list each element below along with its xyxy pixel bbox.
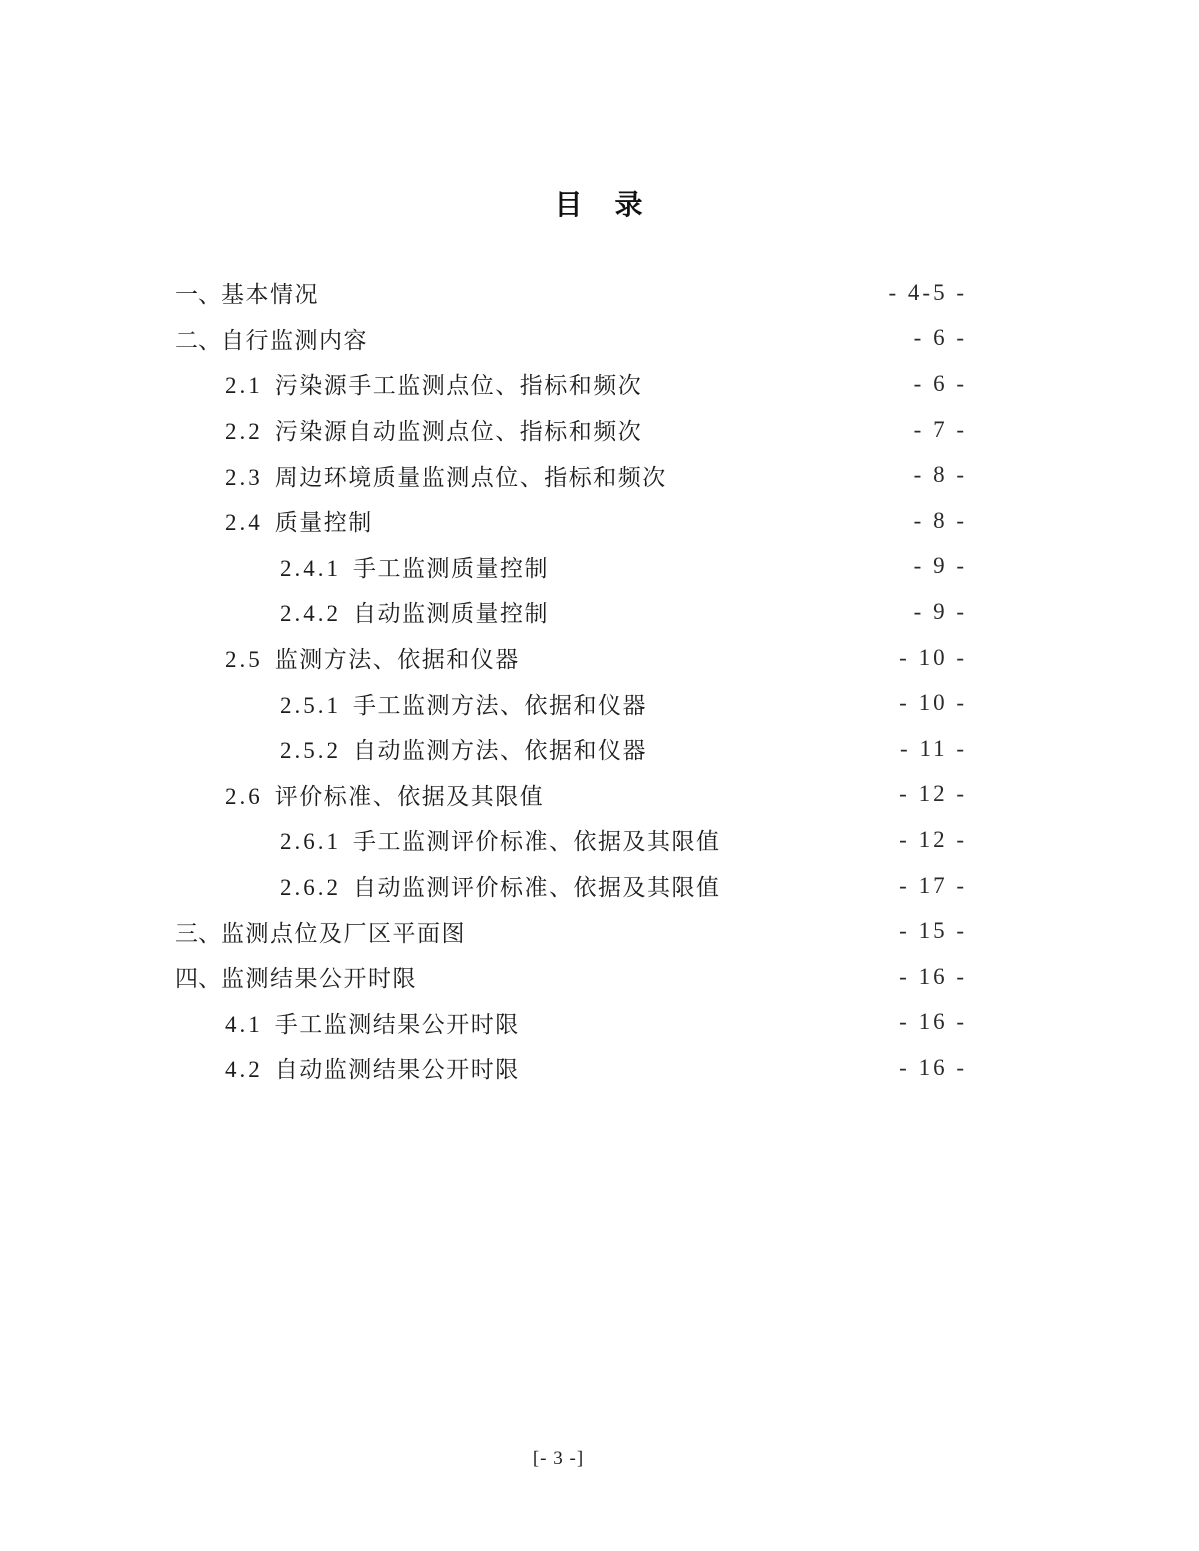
toc-entry-page: - 10 - (899, 690, 967, 716)
toc-entry-page: - 11 - (900, 735, 967, 761)
toc-entry-label (175, 595, 914, 628)
toc-entry (175, 772, 967, 818)
toc-entry-label (175, 322, 914, 355)
toc-entry-text: 污染源自动监测点位、指标和频次 (274, 419, 643, 445)
toc-entry-page: - 4-5 - (888, 279, 967, 305)
toc-entry-page: - 16 - (899, 963, 967, 989)
toc-entry-label (175, 276, 889, 309)
toc-entry-number: 2.5 (225, 647, 263, 673)
toc-entry-label (175, 1051, 899, 1084)
toc-entry (175, 361, 967, 407)
toc-entry-label (175, 459, 914, 492)
page-title: 目 录 (554, 190, 645, 221)
toc-entry-text: 手工监测质量控制 (353, 555, 549, 581)
toc-entry-label (175, 641, 899, 674)
toc-entry-label (175, 1006, 899, 1039)
toc-entry-label (175, 687, 899, 720)
toc-entry-number: 2.5.1 (280, 692, 341, 718)
toc-entry-text: 自动监测结果公开时限 (274, 1057, 520, 1083)
toc-entry (175, 954, 967, 1000)
toc-entry-page: - 12 - (899, 781, 967, 807)
toc-list (175, 270, 967, 1091)
toc-entry-text: 自动监测质量控制 (353, 601, 549, 627)
toc-entry-page: - 12 - (899, 826, 967, 852)
toc-entry (175, 680, 967, 726)
toc-entry (175, 498, 967, 544)
toc-entry (175, 316, 967, 362)
toc-entry-number: 二、 (175, 327, 221, 353)
toc-entry-page: - 16 - (899, 1054, 967, 1080)
toc-entry-page: - 6 - (913, 325, 967, 351)
page-footer: [- 3 -] (532, 1448, 585, 1469)
toc-entry-text: 自行监测内容 (221, 327, 368, 353)
toc-entry-page: - 9 - (913, 553, 967, 579)
toc-entry-page: - 15 - (899, 918, 967, 944)
toc-entry-number: 2.6 (225, 783, 263, 809)
toc-entry-number: 2.5.2 (280, 738, 341, 764)
toc-entry-label (175, 367, 914, 400)
toc-entry-label (175, 915, 899, 948)
toc-entry-label (175, 550, 914, 583)
toc-entry-number: 三、 (175, 920, 221, 946)
toc-entry-number: 4.1 (225, 1011, 263, 1037)
toc-entry-number: 四、 (175, 966, 221, 992)
toc-entry (175, 1000, 967, 1046)
toc-entry-number: 2.4 (225, 510, 263, 536)
toc-entry-text: 周边环境质量监测点位、指标和频次 (274, 464, 667, 490)
toc-entry-number: 2.3 (225, 464, 263, 490)
toc-entry-page: - 6 - (913, 370, 967, 396)
toc-entry-label (175, 778, 899, 811)
toc-entry-text: 监测结果公开时限 (221, 966, 417, 992)
toc-entry (175, 1045, 967, 1091)
toc-entry-page: - 9 - (913, 598, 967, 624)
toc-entry-text: 监测方法、依据和仪器 (274, 647, 520, 673)
toc-entry (175, 589, 967, 635)
toc-entry (175, 908, 967, 954)
toc-entry-page: - 8 - (913, 462, 967, 488)
toc-entry (175, 726, 967, 772)
toc-entry-text: 手工监测结果公开时限 (274, 1011, 520, 1037)
toc-entry-text: 手工监测方法、依据和仪器 (353, 692, 647, 718)
toc-entry (175, 635, 967, 681)
toc-entry-number: 2.4.2 (280, 601, 341, 627)
toc-entry-page: - 17 - (899, 872, 967, 898)
toc-entry-label (175, 869, 899, 902)
toc-entry-text: 监测点位及厂区平面图 (221, 920, 466, 946)
toc-entry-page: - 7 - (913, 416, 967, 442)
toc-entry (175, 452, 967, 498)
toc-entry-number: 2.4.1 (280, 555, 341, 581)
toc-entry-text: 自动监测方法、依据和仪器 (353, 738, 647, 764)
toc-entry-label (175, 413, 914, 446)
toc-entry (175, 817, 967, 863)
toc-entry-text: 基本情况 (221, 282, 319, 308)
toc-entry-number: 2.1 (225, 373, 263, 399)
toc-entry-number: 2.6.2 (280, 875, 341, 901)
toc-entry (175, 544, 967, 590)
toc-entry-number: 2.2 (225, 419, 263, 445)
toc-entry-text: 污染源手工监测点位、指标和频次 (274, 373, 643, 399)
toc-entry-page: - 16 - (899, 1009, 967, 1035)
toc-entry-label (175, 823, 899, 856)
toc-entry-number: 一、 (175, 282, 221, 308)
toc-entry (175, 270, 967, 316)
toc-entry-label (175, 732, 900, 765)
toc-entry-page: - 8 - (913, 507, 967, 533)
toc-entry-number: 4.2 (225, 1057, 263, 1083)
toc-entry-label (175, 504, 914, 537)
toc-entry-text: 评价标准、依据及其限值 (274, 783, 545, 809)
toc-entry-number: 2.6.1 (280, 829, 341, 855)
toc-entry-text: 质量控制 (274, 510, 373, 536)
toc-entry-label (175, 960, 899, 993)
toc-entry-page: - 10 - (899, 644, 967, 670)
toc-entry (175, 863, 967, 909)
toc-entry-text: 自动监测评价标准、依据及其限值 (353, 875, 721, 901)
toc-entry (175, 407, 967, 453)
toc-entry-text: 手工监测评价标准、依据及其限值 (353, 829, 721, 855)
